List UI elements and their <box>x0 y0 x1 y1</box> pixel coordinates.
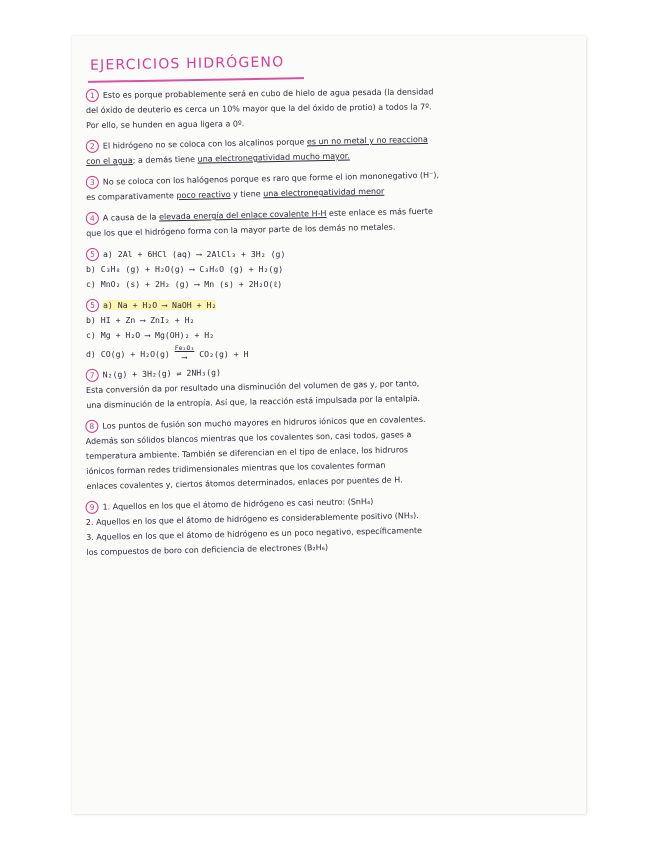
exercise-number-badge: 1 <box>86 89 99 102</box>
exercise-2 <box>86 129 583 169</box>
exercise-7 <box>86 358 583 413</box>
exercise-8-line-3: temperatura ambiente. También se diferencian en el tipo de enlace, los hidruros <box>85 445 409 461</box>
exercise-8-line-4: iónicos forman redes tridimensionales mientras que los covalentes forman <box>86 460 386 476</box>
underlined-phrase: con el agua <box>86 156 133 166</box>
exercise-5-line-a: 5 a) 2Al + 6HCl (aq) ⟶ 2AlCl₃ + 3H₂ (g) <box>86 247 582 262</box>
exercise-number-badge: 7 <box>86 369 99 382</box>
exercise-8-line-1: 8 Los puntos de fusión son mucho mayores en hidruros iónicos que en covalentes. <box>85 409 581 434</box>
exercise-2-line-2: con el agua; a demás tiene una electronegatividad mucho mayor. <box>86 151 350 166</box>
exercise-1-line-2: del óxido de deuterio es cerca un 10% mayor que la del óxido de protio) a todos la 7º. <box>85 102 432 115</box>
exercise-number-badge: 4 <box>86 212 99 225</box>
exercise-4-line-1: 4 A causa de la elevada energía del enlace covalente H-H este enlace es más fuerte <box>86 201 582 226</box>
exercise-9-line-3: 3. Aquellos en los que el átomo de hidrógeno es un poco negativo, específicamente <box>86 525 423 542</box>
exercise-6-line-d: d) CO(g) + H₂O(g) Fe₂O₃ ⟶ CO₂(g) + H <box>86 344 249 362</box>
exercise-7-equation: 7 N₂(g) + 3H₂(g) ⇌ 2NH₃(g) <box>86 358 582 383</box>
exercise-1 <box>86 83 582 133</box>
exercise-4-line-2: que los que el hidrógeno forma con la mayor parte de los demás no metales. <box>86 222 396 238</box>
exercise-9-line-4: los compuestos de boro con deficiencia de electrones (B₂H₆) <box>86 542 329 557</box>
exercise-9-line-1: 9 1. Aquellos en los que el átomo de hidrógeno es casi neutro: (SnH₄) <box>85 490 581 515</box>
exercise-6-line-a <box>86 298 582 313</box>
exercise-1-line-1: 1 Esto es porque probablemente será en cubo de hielo de agua pesada (la densidad <box>86 83 582 103</box>
exercise-4 <box>86 201 583 241</box>
underlined-phrase: elevada energía del enlace covalente H-H <box>158 208 327 222</box>
exercise-number-badge: 8 <box>85 420 98 433</box>
exercise-3 <box>86 165 583 205</box>
exercise-5-line-b: b) C₃H₈ (g) + H₂O(g) ⟶ C₃H₆O (g) + H₂(g) <box>86 264 284 274</box>
exercise-8 <box>85 409 582 494</box>
exercise-5-line-c: c) MnO₂ (s) + 2H₂ (g) ⟶ Mn (s) + 2H₂O(ℓ) <box>86 279 283 289</box>
exercise-2-line-1: 2 El hidrógeno no se coloca con los alcalinos porque es un no metal y no reacciona <box>86 129 582 154</box>
exercise-7-line-1: Esta conversión da por resultado una disminución del volumen de gas y, por tanto, <box>85 379 420 395</box>
exercise-8-line-5: enlaces covalentes y, ciertos átomos determinados, enlaces por puentes de H. <box>86 475 403 491</box>
exercise-number-badge: 9 <box>85 501 98 514</box>
notebook-page <box>72 36 586 814</box>
title-underline <box>88 77 304 83</box>
exercise-number-badge: 2 <box>86 140 99 153</box>
underlined-phrase: poco reactivo <box>176 189 231 201</box>
page-title: EJERCICIOS HIDRÓGENO <box>89 54 285 74</box>
highlighted-equation: a) Na + H₂O ⟶ NaOH + H₂ <box>103 300 217 310</box>
exercise-6-line-c: c) Mg + H₂O ⟶ Mg(OH)₂ + H₂ <box>86 330 215 340</box>
exercise-1-line-3: Por ello, se hunden en agua ligera a 0º. <box>86 119 245 130</box>
exercise-8-line-2: Además son sólidos blancos mientras que los covalentes son, casi todos, gases a <box>85 430 412 447</box>
exercise-number-badge: 3 <box>86 176 99 189</box>
exercise-3-line-2: es comparativamente poco reactivo y tiene una electronegatividad menor <box>86 186 385 202</box>
exercise-7-line-2: una disminución de la entropía. Así que, la reacción está impulsada por la entalpía. <box>86 394 421 410</box>
exercise-9 <box>85 490 582 560</box>
underlined-phrase: una electronegatividad mucho mayor. <box>197 151 350 164</box>
exercise-6 <box>86 298 582 362</box>
exercise-6-line-b: b) HI + Zn ⟶ ZnI₂ + H₂ <box>86 315 195 325</box>
exercise-5 <box>86 247 582 292</box>
exercise-number-badge: 5 <box>86 299 99 312</box>
underlined-phrase: es un no metal y no reacciona <box>306 134 428 147</box>
exercise-number-badge: 5 <box>86 248 99 261</box>
exercise-list <box>86 88 582 566</box>
exercise-3-line-1: 3 No se coloca con los halógenos porque es raro que forme el ion mononegativo (H⁻), <box>86 165 582 190</box>
underlined-phrase: una electronegatividad menor <box>263 186 385 199</box>
catalyst-label: Fe₂O₃ <box>174 344 195 352</box>
exercise-9-line-2: 2. Aquellos en los que el átomo de hidrógeno es considerablemente positivo (NH₃). <box>85 511 419 528</box>
